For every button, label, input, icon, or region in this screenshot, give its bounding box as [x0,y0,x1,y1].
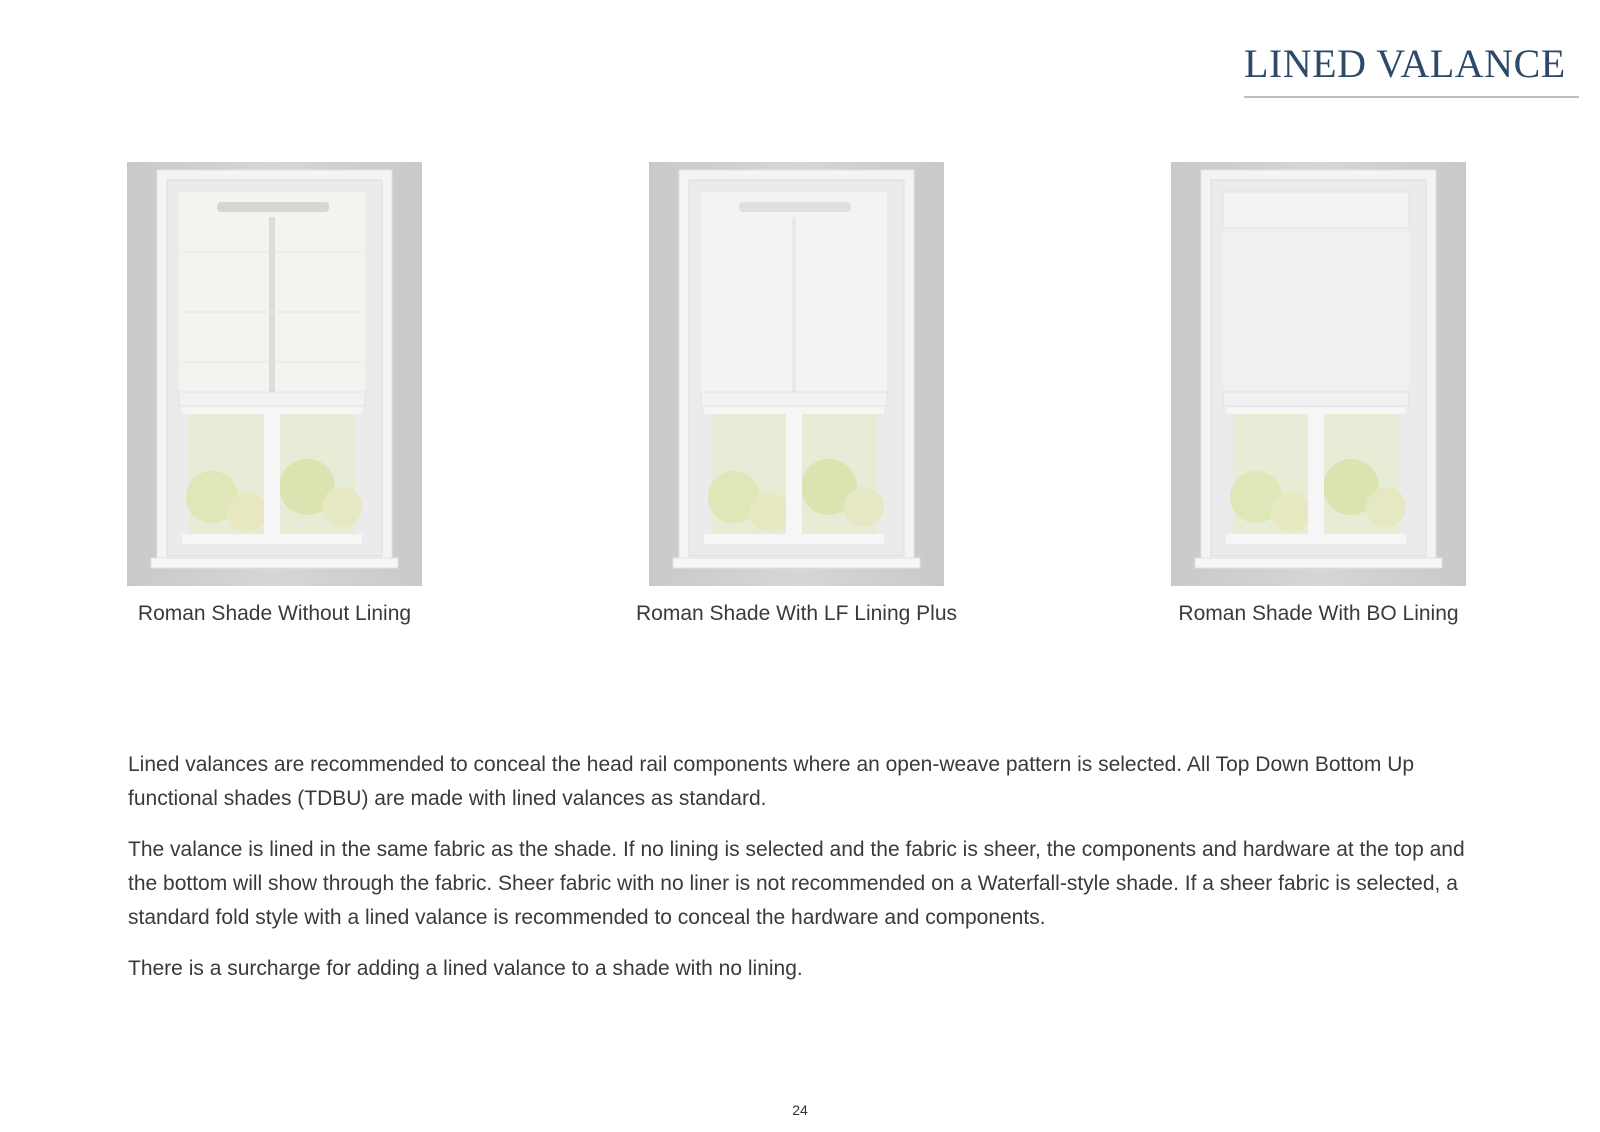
window-photo-without-lining [127,162,422,586]
figure-bo-lining [1171,162,1466,625]
page-title: LINED VALANCE [1244,41,1566,86]
figure-lf-lining-plus [636,162,957,625]
page-number: 24 [792,1102,808,1118]
figure-caption: Roman Shade With LF Lining Plus [636,602,957,625]
paragraph: Lined valances are recommended to conceal the head rail components where an open-weave pattern is selected. All Top Down Bottom Up functional shades (TDBU) are made with lined valances as standard. [128,753,1415,810]
figure-caption: Roman Shade With BO Lining [1178,602,1459,625]
figure-without-lining [127,162,422,625]
paragraph: There is a surcharge for adding a lined valance to a shade with no lining. [128,957,803,980]
window-photo-bo-lining [1171,162,1466,586]
paragraph: The valance is lined in the same fabric as the shade. If no lining is selected and the fabric is sheer, the components and hardware at the top and the bottom will show through the fabric. Sheer fabric with no liner is not recommended on a Waterfall-style shade. If a sheer fabric is selected, a standard fold style with a lined valance is recommended to conceal the hardware and components. [128,838,1465,929]
window-photo-lf-lining [649,162,944,586]
body-text [128,748,1468,1003]
figure-caption: Roman Shade Without Lining [137,602,412,625]
title-underline [1244,96,1579,98]
